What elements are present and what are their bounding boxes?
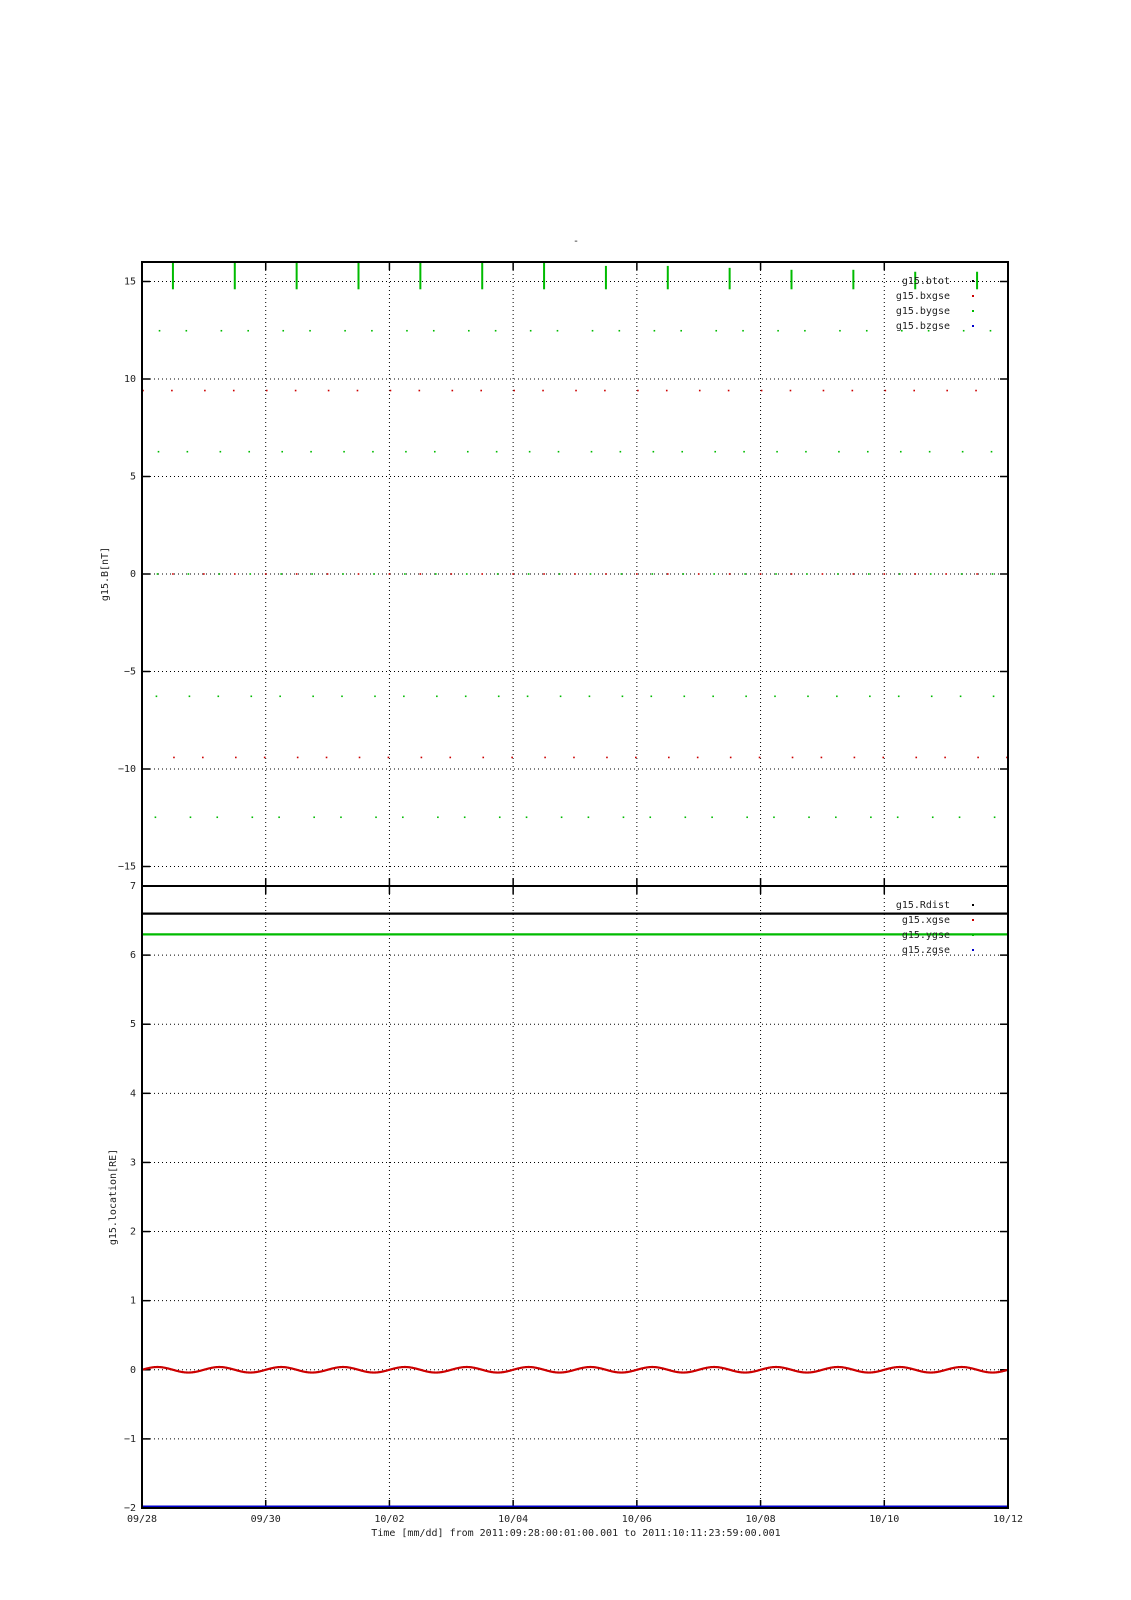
data-point	[310, 451, 312, 453]
data-point	[264, 757, 266, 759]
data-point	[435, 573, 437, 575]
data-point	[852, 390, 854, 392]
data-point	[976, 573, 978, 575]
data-point	[309, 330, 311, 332]
data-point	[389, 573, 391, 575]
data-point	[637, 390, 639, 392]
data-point	[419, 390, 421, 392]
data-point	[650, 695, 652, 697]
data-point	[868, 573, 870, 575]
data-point	[372, 451, 374, 453]
data-point	[561, 816, 563, 818]
legend-label: g15.xgse	[901, 915, 950, 926]
data-point	[621, 573, 623, 575]
data-point	[528, 573, 530, 575]
data-point	[652, 573, 654, 575]
data-point	[589, 695, 591, 697]
y-tick-label: 15	[123, 276, 136, 288]
data-point	[654, 330, 656, 332]
data-point	[575, 390, 577, 392]
data-point	[897, 816, 899, 818]
legend-label: g15.bxgse	[895, 291, 950, 302]
data-point	[159, 330, 161, 332]
data-point	[202, 757, 204, 759]
x-tick-label: 10/08	[745, 1514, 776, 1525]
data-point	[373, 573, 375, 575]
data-point	[649, 816, 651, 818]
data-point	[804, 330, 806, 332]
data-point	[619, 330, 621, 332]
data-point	[313, 816, 315, 818]
legend-marker	[972, 934, 974, 936]
data-point	[882, 757, 884, 759]
data-point	[282, 330, 284, 332]
y-tick-label: 2	[129, 1226, 136, 1238]
data-point	[527, 695, 529, 697]
data-point	[711, 816, 713, 818]
data-point	[994, 816, 996, 818]
y-tick-label: 6	[129, 950, 136, 962]
data-point	[991, 451, 993, 453]
data-point	[620, 451, 622, 453]
y-axis-label: g15.location[RE]	[108, 1148, 119, 1246]
chart-title: -	[572, 236, 580, 247]
data-point	[773, 816, 775, 818]
data-point	[343, 451, 345, 453]
data-point	[790, 390, 792, 392]
y-tick-label: 0	[129, 1364, 136, 1376]
data-point	[742, 330, 744, 332]
data-point	[962, 451, 964, 453]
series-group-0	[141, 262, 1009, 818]
data-point	[155, 816, 157, 818]
data-point	[558, 451, 560, 453]
data-point	[590, 573, 592, 575]
data-point	[821, 757, 823, 759]
data-point	[866, 330, 868, 332]
data-point	[436, 695, 438, 697]
data-point	[437, 816, 439, 818]
data-point	[760, 573, 762, 575]
data-point	[203, 573, 205, 575]
data-point	[854, 757, 856, 759]
data-point	[359, 757, 361, 759]
data-point	[977, 757, 979, 759]
data-point	[327, 573, 329, 575]
data-point	[915, 757, 917, 759]
data-point	[171, 390, 173, 392]
y-tick-label: 3	[129, 1157, 136, 1169]
data-point	[279, 695, 281, 697]
data-point	[234, 573, 236, 575]
data-point	[946, 390, 948, 392]
data-point	[883, 573, 885, 575]
data-point	[591, 451, 593, 453]
y-tick-label: −2	[123, 1503, 136, 1514]
data-point	[759, 757, 761, 759]
data-point	[714, 451, 716, 453]
data-point	[220, 451, 222, 453]
data-point	[838, 451, 840, 453]
y-tick-label: −10	[117, 764, 136, 775]
data-point	[390, 390, 392, 392]
data-point	[961, 573, 963, 575]
data-point	[529, 451, 531, 453]
series-group-1	[142, 914, 1008, 1507]
data-point	[449, 757, 451, 759]
data-point	[681, 451, 683, 453]
y-tick-label: −15	[117, 861, 136, 873]
data-point	[497, 573, 499, 575]
data-point	[559, 573, 561, 575]
data-point	[960, 695, 962, 697]
data-point	[452, 390, 454, 392]
data-point	[481, 573, 483, 575]
legend-label: g15.zgse	[901, 945, 950, 956]
data-point	[499, 816, 501, 818]
legend-marker	[972, 295, 974, 297]
data-point	[266, 390, 268, 392]
data-point	[944, 757, 946, 759]
x-axis	[127, 1514, 1023, 1525]
legend-label: g15.bygse	[895, 306, 950, 317]
data-point	[404, 573, 406, 575]
data-point	[899, 573, 901, 575]
data-point	[233, 390, 235, 392]
data-point	[728, 390, 730, 392]
y-axis-label: g15.B[nT]	[100, 546, 111, 602]
peak-marks	[173, 262, 977, 289]
data-point	[791, 573, 793, 575]
data-point	[403, 695, 405, 697]
data-point	[680, 330, 682, 332]
data-point	[885, 390, 887, 392]
data-point	[839, 330, 841, 332]
data-point	[278, 816, 280, 818]
data-point	[963, 330, 965, 332]
data-point	[836, 695, 838, 697]
data-point	[685, 816, 687, 818]
data-point	[221, 330, 223, 332]
data-point	[172, 573, 174, 575]
data-point	[341, 695, 343, 697]
data-point	[544, 757, 546, 759]
data-point	[468, 330, 470, 332]
data-point	[835, 816, 837, 818]
data-point	[774, 695, 776, 697]
data-point	[495, 330, 497, 332]
data-point	[281, 451, 283, 453]
data-point	[248, 451, 250, 453]
data-point	[776, 451, 778, 453]
x-axis-title: Time [mm/dd] from 2011:09:28:00:01:00.001 to 2011:10:11:23:59:00.001	[371, 1528, 781, 1539]
data-point	[604, 390, 606, 392]
data-point	[668, 757, 670, 759]
x-tick-label: 10/04	[498, 1514, 529, 1525]
data-point	[297, 757, 299, 759]
data-point	[434, 451, 436, 453]
data-point	[975, 390, 977, 392]
data-point	[173, 757, 175, 759]
data-point	[945, 573, 947, 575]
data-point	[990, 330, 992, 332]
data-point	[993, 695, 995, 697]
data-point	[992, 573, 994, 575]
data-point	[931, 695, 933, 697]
data-point	[853, 573, 855, 575]
legend-label: g15.btot	[901, 276, 950, 287]
data-point	[744, 573, 746, 575]
data-point	[930, 573, 932, 575]
data-point	[573, 757, 575, 759]
data-point	[730, 757, 732, 759]
x-tick-label: 09/28	[126, 1514, 158, 1525]
data-point	[898, 695, 900, 697]
data-point	[188, 573, 190, 575]
data-point	[808, 816, 810, 818]
data-point	[959, 816, 961, 818]
data-point	[606, 757, 608, 759]
data-point	[250, 695, 252, 697]
data-point	[190, 816, 192, 818]
data-point	[698, 573, 700, 575]
x-tick-label: 10/12	[992, 1514, 1024, 1525]
legend-marker	[972, 325, 974, 327]
data-point	[204, 390, 206, 392]
y-tick-label: 4	[129, 1088, 136, 1100]
data-point	[465, 695, 467, 697]
data-point	[420, 573, 422, 575]
data-point	[699, 390, 701, 392]
data-point	[265, 573, 267, 575]
data-point	[186, 330, 188, 332]
data-point	[805, 451, 807, 453]
y-tick-label: −1	[123, 1433, 136, 1445]
data-point	[406, 330, 408, 332]
data-point	[900, 451, 902, 453]
data-point	[219, 573, 221, 575]
x-tick-label: 09/30	[250, 1514, 281, 1525]
legend-label: g15.ygse	[901, 930, 950, 941]
legend-marker	[972, 904, 974, 906]
location-panel	[108, 881, 1008, 1514]
data-point	[543, 573, 545, 575]
data-point	[605, 573, 607, 575]
data-point	[375, 816, 377, 818]
data-point	[932, 816, 934, 818]
data-point	[340, 816, 342, 818]
data-point	[512, 573, 514, 575]
data-point	[777, 330, 779, 332]
data-point	[358, 573, 360, 575]
data-point	[745, 695, 747, 697]
y-tick-label: 10	[123, 374, 136, 385]
x-tick-label: 10/06	[621, 1514, 652, 1525]
data-point	[156, 695, 158, 697]
data-point	[542, 390, 544, 392]
data-point	[712, 695, 714, 697]
data-point	[623, 816, 625, 818]
data-point	[653, 451, 655, 453]
data-point	[713, 573, 715, 575]
legend-label: g15.Rdist	[895, 900, 950, 911]
data-point	[450, 573, 452, 575]
y-tick-label: 0	[129, 569, 136, 580]
data-point	[433, 330, 435, 332]
data-point	[344, 330, 346, 332]
data-point	[870, 816, 872, 818]
data-point	[482, 757, 484, 759]
data-point	[216, 816, 218, 818]
data-point	[526, 816, 528, 818]
data-point	[295, 390, 297, 392]
data-point	[480, 390, 482, 392]
data-point	[775, 573, 777, 575]
data-point	[683, 695, 685, 697]
data-point	[296, 573, 298, 575]
data-point	[666, 390, 668, 392]
data-point	[761, 390, 763, 392]
data-point	[622, 695, 624, 697]
data-point	[374, 695, 376, 697]
data-point	[557, 330, 559, 332]
magnetic-field-panel	[100, 262, 1009, 886]
legend-label: g15.bzgse	[895, 321, 950, 332]
data-point	[311, 573, 313, 575]
data-point	[464, 816, 466, 818]
data-point	[929, 451, 931, 453]
data-point	[823, 390, 825, 392]
data-point	[592, 330, 594, 332]
data-point	[867, 451, 869, 453]
data-point	[280, 573, 282, 575]
data-point	[746, 816, 748, 818]
data-point	[357, 390, 359, 392]
data-point	[158, 451, 160, 453]
data-point	[467, 451, 469, 453]
data-point	[189, 695, 191, 697]
data-point	[405, 451, 407, 453]
legend-marker	[972, 919, 974, 921]
data-point	[822, 573, 824, 575]
y-tick-label: −5	[123, 666, 136, 678]
data-point	[187, 451, 189, 453]
data-point	[511, 757, 513, 759]
data-point	[312, 695, 314, 697]
y-tick-label: 5	[129, 471, 136, 483]
data-point	[247, 330, 249, 332]
data-point	[697, 757, 699, 759]
data-point	[513, 390, 515, 392]
data-point	[530, 330, 532, 332]
data-point	[636, 573, 638, 575]
data-point	[807, 695, 809, 697]
legend-marker	[972, 280, 974, 282]
data-point	[560, 695, 562, 697]
grid-1	[142, 886, 1008, 1508]
data-point	[496, 451, 498, 453]
data-point	[914, 573, 916, 575]
data-point	[588, 816, 590, 818]
plot-frame-1	[142, 886, 1008, 1508]
data-point	[792, 757, 794, 759]
data-point	[667, 573, 669, 575]
y-tick-label: 7	[129, 881, 136, 892]
x-tick-label: 10/02	[374, 1514, 405, 1525]
legend-0	[896, 276, 974, 332]
data-point	[326, 757, 328, 759]
data-point	[402, 816, 404, 818]
x-tick-label: 10/10	[869, 1514, 900, 1525]
data-point	[743, 451, 745, 453]
legend-marker	[972, 310, 974, 312]
data-point	[371, 330, 373, 332]
legend-1	[896, 900, 974, 956]
data-point	[466, 573, 468, 575]
data-point	[682, 573, 684, 575]
data-point	[498, 695, 500, 697]
data-point	[235, 757, 237, 759]
data-point	[729, 573, 731, 575]
data-point	[249, 573, 251, 575]
data-point	[869, 695, 871, 697]
data-point	[806, 573, 808, 575]
data-point	[913, 390, 915, 392]
data-point	[157, 573, 159, 575]
data-point	[252, 816, 254, 818]
y-tick-label: 5	[129, 1019, 136, 1031]
data-point	[217, 695, 219, 697]
data-point	[388, 757, 390, 759]
data-point	[715, 330, 717, 332]
legend-marker	[972, 949, 974, 951]
y-tick-label: 1	[129, 1295, 136, 1307]
data-point	[837, 573, 839, 575]
data-point	[574, 573, 576, 575]
data-point	[342, 573, 344, 575]
data-point	[635, 757, 637, 759]
data-point	[421, 757, 423, 759]
data-point	[328, 390, 330, 392]
